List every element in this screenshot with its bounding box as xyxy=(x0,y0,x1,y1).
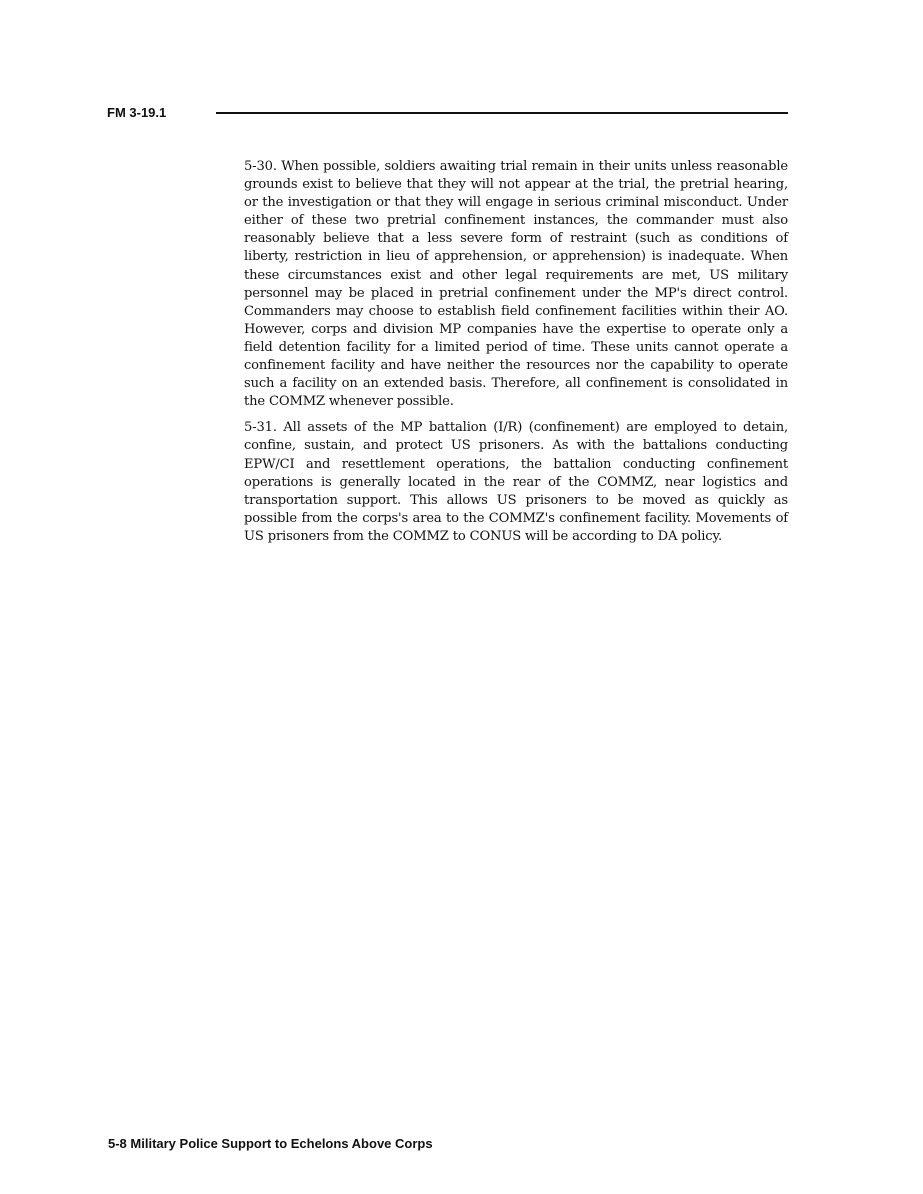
paragraph-5-30: 5-30. When possible, soldiers awaiting trial remain in their units unless reasonable grounds exist to believe that they will not appear at the trial, the pretrial hearing, or the investigation or that they will engage in serious criminal misconduct. Under either of these two pretrial confinement instances, the commander must also reasonably believe that a less severe form of restraint (such as conditions of liberty, restriction in lieu of apprehension, or apprehension) is inadequate. When these circumstances exist and other legal requirements are met, US military personnel may be placed in pretrial confinement under the MP's direct control. Commanders may choose to establish field confinement facilities within their AO. However, corps and division MP companies have the expertise to operate only a field detention facility for a limited period of time. These units cannot operate a confinement facility and have neither the resources nor the capability to operate such a facility on an extended basis. Therefore, all confinement is consolidated in the COMMZ whenever possible. xyxy=(244,159,788,410)
header-rule xyxy=(216,112,788,114)
paragraph-5-31: 5-31. All assets of the MP battalion (I/R) (confinement) are employed to detain, confine, sustain, and protect US prisoners. As with the battalions conducting EPW/CI and resettlement operations, the battalion conducting confinement operations is generally located in the rear of the COMMZ, near logistics and transportation support. This allows US prisoners to be moved as quickly as possible from the corps's area to the COMMZ's confinement facility. Movements of US prisoners from the COMMZ to CONUS will be according to DA policy. xyxy=(244,420,788,544)
document-id: FM 3-19.1 xyxy=(107,105,167,120)
page-body xyxy=(244,158,788,554)
page-footer: 5-8 Military Police Support to Echelons Above Corps xyxy=(108,1136,433,1151)
